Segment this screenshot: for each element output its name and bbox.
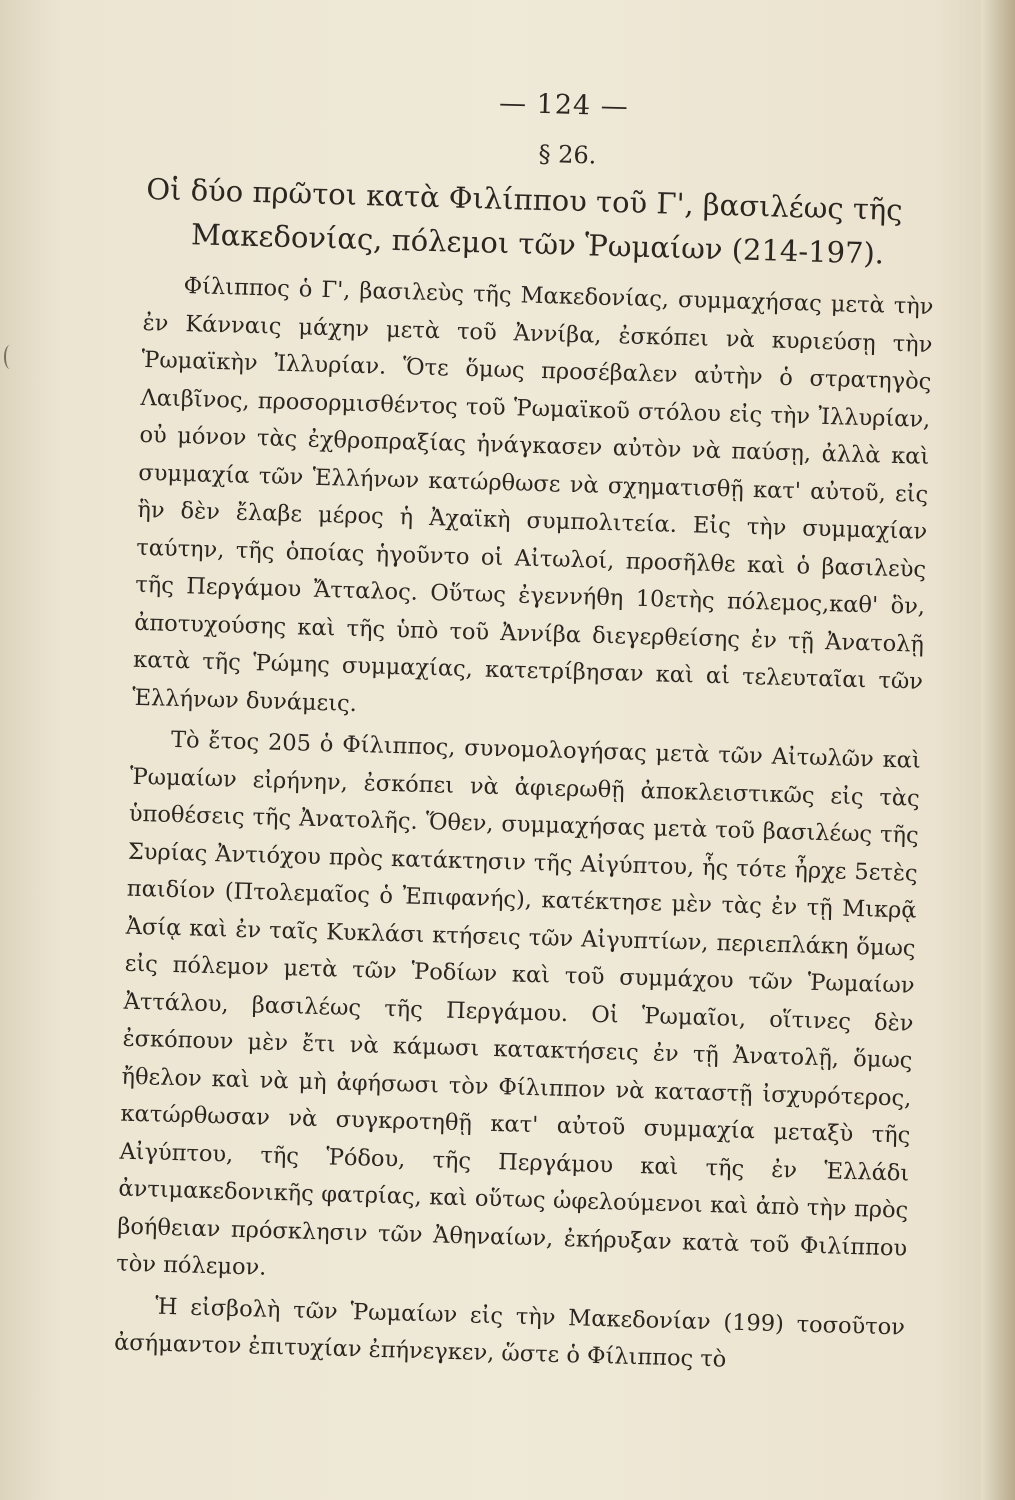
page-edge: [981, 0, 1015, 1500]
paragraph-3: Ἡ εἰσβολὴ τῶν Ῥωμαίων εἰς τὴν Μακεδονίαν (199) τοσοῦτον ἀσήμαντον ἐπιτυχίαν ἐπήνεγκεν, ὥστε ὁ Φίλιππος τὸ: [113, 1293, 906, 1373]
margin-mark: [4, 345, 16, 369]
book-page: [114, 60, 940, 1384]
paragraph-2: Τὸ ἔτος 205 ὁ Φίλιππος, συνομολογήσας μετὰ τῶν Αἰτωλῶν καὶ Ῥωμαίων εἰρήνην, ἐσκόπει νὰ ἀφιερωθῇ ἀποκλειστικῶς εἰς τὰς ὑποθέσεις τῆς Ἀνατολῆς. Ὅθεν, συμμαχήσας μετὰ τοῦ βασιλέως τῆς Συρίας Ἀντιόχου πρὸς κατάκτησιν τῆς Αἰγύπτου, ἧς τότε ἦρχε 5ετὲς παιδίον (Πτολεμαῖος ὁ Ἐπιφανής), κατέκτησε μὲν τὰς ἐν τῇ Μικρᾷ Ἀσίᾳ καὶ ἐν ταῖς Κυκλάσι κτήσεις τῶν Αἰγυπτίων, περιεπλάκη ὅμως εἰς πόλεμον μετὰ τῶν Ῥοδίων καὶ τοῦ συμμάχου τῶν Ῥωμαίων Ἀττάλου, βασιλέως τῆς Περγάμου. Οἱ Ῥωμαῖοι, οἵτινες δὲν ἐσκόπουν μὲν ἔτι νὰ κάμωσι κατακτήσεις ἐν τῇ Ἀνατολῇ, ὅμως ἤθελον καὶ νὰ μὴ ἀφήσωσι τὸν Φίλιππον νὰ καταστῇ ἰσχυρότερος, κατώρθωσαν νὰ συγκροτηθῇ κατ' αὐτοῦ συμμαχία μεταξὺ τῆς Αἰγύπτου, τῆς Ῥόδου, τῆς Περγάμου καὶ τῆς ἐν Ἑλλάδι ἀντιμακεδονικῆς φατρίας, καὶ οὕτως ὠφελούμενοι καὶ ἀπὸ τὴν πρὸς βοήθειαν πρόσκλησιν τῶν Ἀθηναίων, ἐκήρυξαν κατὰ τοῦ Φιλίππου τὸν πόλεμον.: [116, 726, 922, 1281]
chapter-title: [145, 167, 937, 277]
chapter-title-line-1: Οἱ δύο πρῶτοι κατὰ Φιλίππου τοῦ Γ', βασιλέως τῆς: [145, 171, 903, 228]
section-number: § 26.: [538, 139, 597, 170]
chapter-title-line-2: Μακεδονίας, πόλεμοι τῶν Ῥωμαίων (214-197).: [190, 217, 885, 271]
page-number: — 124 —: [498, 87, 630, 123]
paragraph-1: Φίλιππος ὁ Γ', βασιλεὺς τῆς Μακεδονίας, συμμαχήσας μετὰ τὴν ἐν Κάνναις μάχην μετὰ τοῦ Ἀννίβα, ἐσκόπει νὰ κυριεύσῃ τὴν Ῥωμαϊκὴν Ἰλλυρίαν. Ὅτε ὅμως προσέβαλεν αὐτὴν ὁ στρατηγὸς Λαιβῖνος, προσορμισθέντος τοῦ Ῥωμαϊκοῦ στόλου εἰς τὴν Ἰλλυρίαν, οὐ μόνον τὰς ἐχθροπραξίας ἠνάγκασεν αὐτὸν νὰ παύσῃ, ἀλλὰ καὶ συμμαχία τῶν Ἑλλήνων κατώρθωσε νὰ σχηματισθῇ κατ' αὐτοῦ, εἰς ἣν δὲν ἔλαβε μέρος ἡ Ἀχαϊκὴ συμπολιτεία. Εἰς τὴν συμμαχίαν ταύτην, τῆς ὁποίας ἡγοῦντο οἱ Αἰτωλοί, προσῆλθε καὶ ὁ βασιλεὺς τῆς Περγάμου Ἄτταλος. Οὕτως ἐγεννήθη 10ετὴς πόλεμος,καθ' ὃν, ἀποτυχούσης καὶ τῆς ὑπὸ τοῦ Ἀννίβα διεγερθείσης ἐν τῇ Ἀνατολῇ κατὰ τῆς Ῥώμης συμμαχίας, κατετρίβησαν καὶ αἱ τελευταῖαι τῶν Ἑλλήνων δυνάμεις.: [131, 273, 934, 717]
